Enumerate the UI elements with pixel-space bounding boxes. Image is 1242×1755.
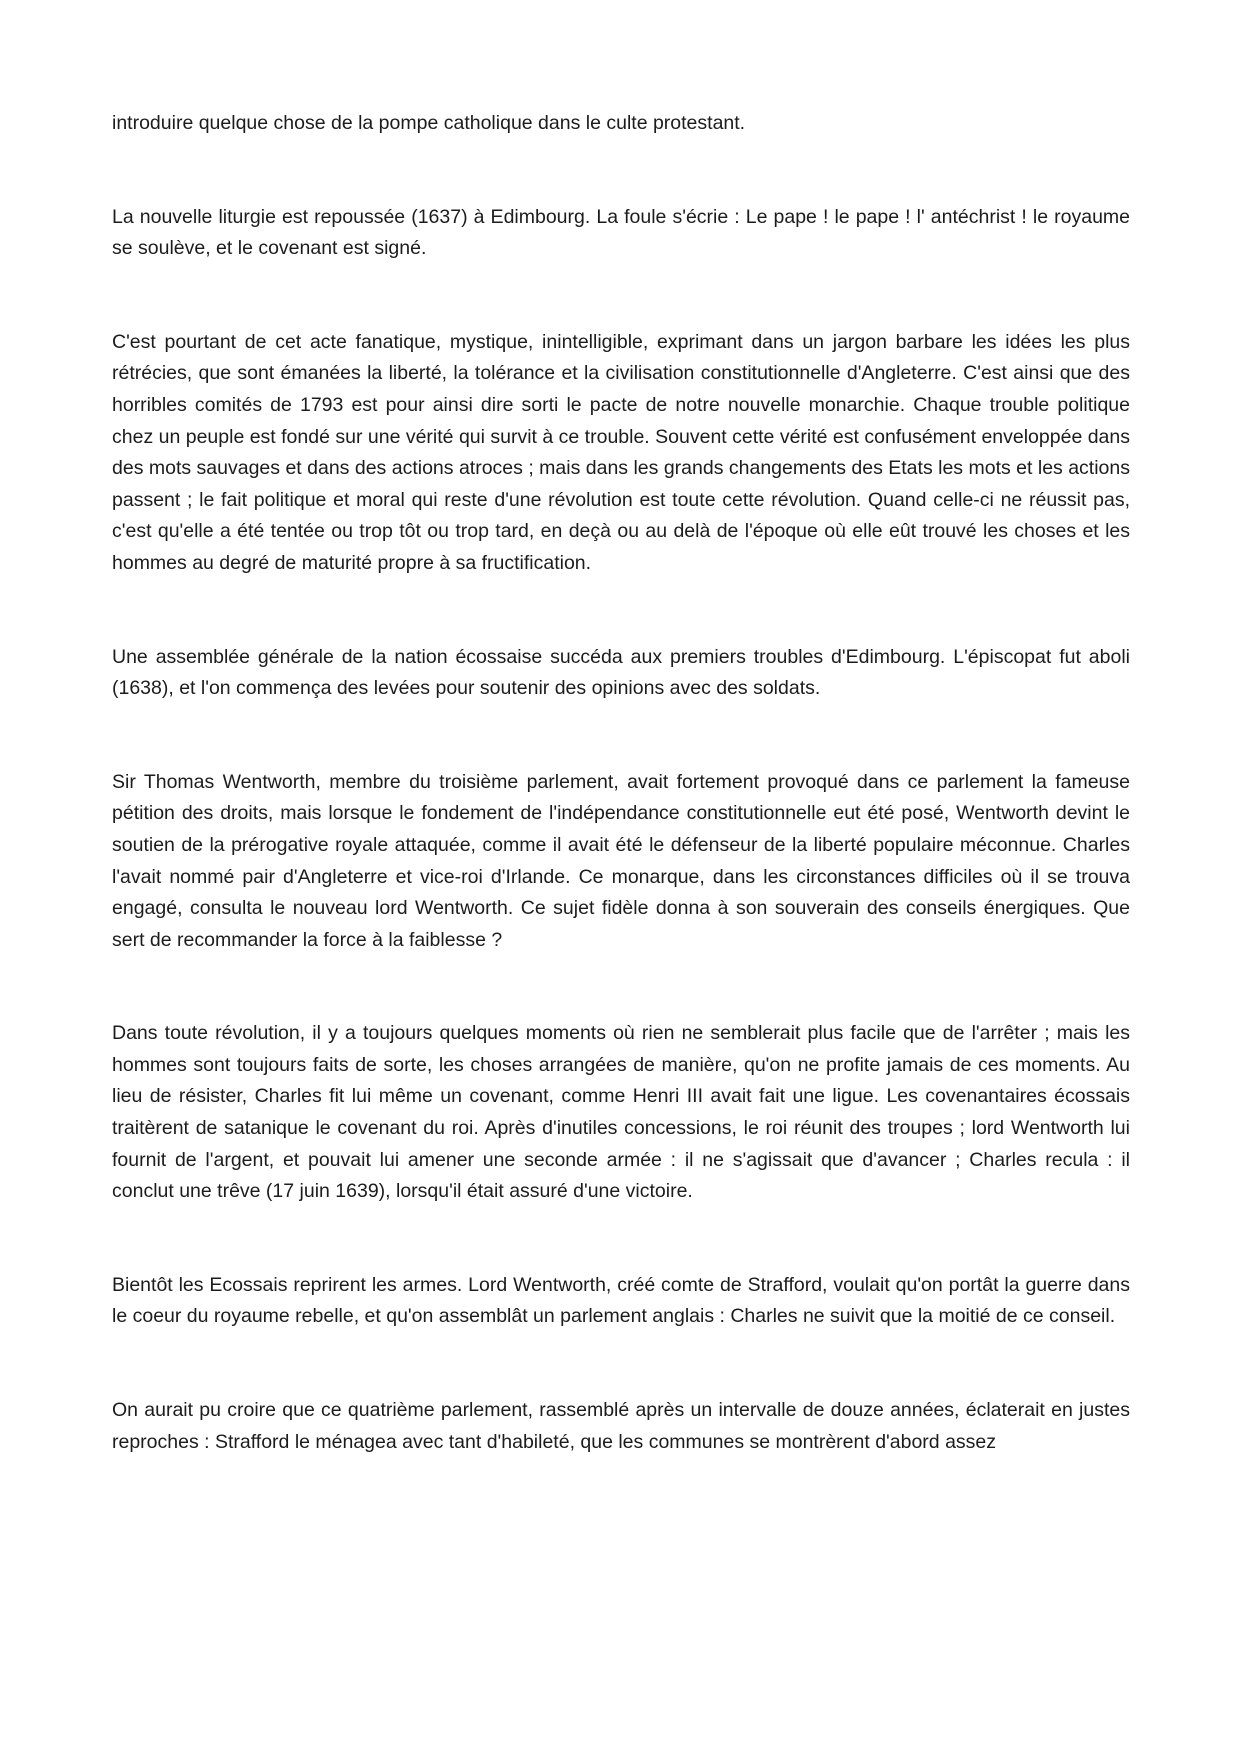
paragraph-fourth-parliament: On aurait pu croire que ce quatrième parlement, rassemblé après un intervalle de douze années, éclaterait en justes reproches : Strafford le ménagea avec tant d'habileté, que les communes se montrèrent d'abord assez	[112, 1399, 1130, 1453]
paragraph-scots-rearm: Bientôt les Ecossais reprirent les armes. Lord Wentworth, créé comte de Strafford, voulait qu'on portât la guerre dans le coeur du royaume rebelle, et qu'on assemblât un parlement anglais : Charles ne suivit que la moitié de ce conseil.	[112, 1273, 1130, 1328]
paragraph-liturgy-intro: introduire quelque chose de la pompe catholique dans le culte protestant.	[112, 112, 746, 134]
paragraph-general-assembly: Une assemblée générale de la nation écossaise succéda aux premiers troubles d'Edimbourg. L'épiscopat fut aboli (1638), et l'on commença des levées pour soutenir des opinions avec des soldats.	[112, 645, 1130, 700]
paragraph-edinburgh-1637: La nouvelle liturgie est repoussée (1637) à Edimbourg. La foule s'écrie : Le pape ! le pape ! l' antéchrist ! le royaume se soulève, et le covenant est signé.	[112, 205, 1130, 260]
paragraph-revolution-moments: Dans toute révolution, il y a toujours quelques moments où rien ne semblerait plus facile que de l'arrêter ; mais les hommes sont toujours faits de sorte, les choses arrangées de manière, qu'on ne profite jamais de ces moments. Au lieu de résister, Charles fit lui même un covenant, comme Henri III avait fait une ligue. Les covenantaires écossais traitèrent de satanique le covenant du roi. Après d'inutiles concessions, le roi réunit des troupes ; lord Wentworth lui fournit de l'argent, et pouvait lui amener une seconde armée : il ne s'agissait que d'avancer ; Charles recula : il conclut une trêve (17 juin 1639), lorsqu'il était assuré d'une victoire.	[112, 1022, 1130, 1203]
paragraph-covenant-reflection: C'est pourtant de cet acte fanatique, mystique, inintelligible, exprimant dans un jargon barbare les idées les plus rétrécies, que sont émanées la liberté, la tolérance et la civilisation constitutionnelle d'Angleterre. C'est ainsi que des horribles comités de 1793 est pour ainsi dire sorti le pacte de notre nouvelle monarchie. Chaque trouble politique chez un peuple est fondé sur une vérité qui survit à ce trouble. Souvent cette vérité est confusément enveloppée dans des mots sauvages et dans des actions atroces ; mais dans les grands changements des Etats les mots et les actions passent ; le fait politique et moral qui reste d'une révolution est toute cette révolution. Quand celle-ci ne réussit pas, c'est qu'elle a été tentée ou trop tôt ou trop tard, en deçà ou au delà de l'époque où elle eût trouvé les choses et les hommes au degré de maturité propre à sa fructification.	[112, 330, 1130, 574]
paragraph-thomas-wentworth: Sir Thomas Wentworth, membre du troisième parlement, avait fortement provoqué dans ce parlement la fameuse pétition des droits, mais lorsque le fondement de l'indépendance constitutionnelle eut été posé, Wentworth devint le soutien de la prérogative royale attaquée, comme il avait été le défenseur de la liberté populaire méconnue. Charles l'avait nommé pair d'Angleterre et vice-roi d'Irlande. Ce monarque, dans les circonstances difficiles où il se trouva engagé, consulta le nouveau lord Wentworth. Ce sujet fidèle donna à son souverain des conseils énergiques. Que sert de recommander la force à la faiblesse ?	[112, 770, 1130, 951]
document-page	[112, 108, 1130, 1458]
